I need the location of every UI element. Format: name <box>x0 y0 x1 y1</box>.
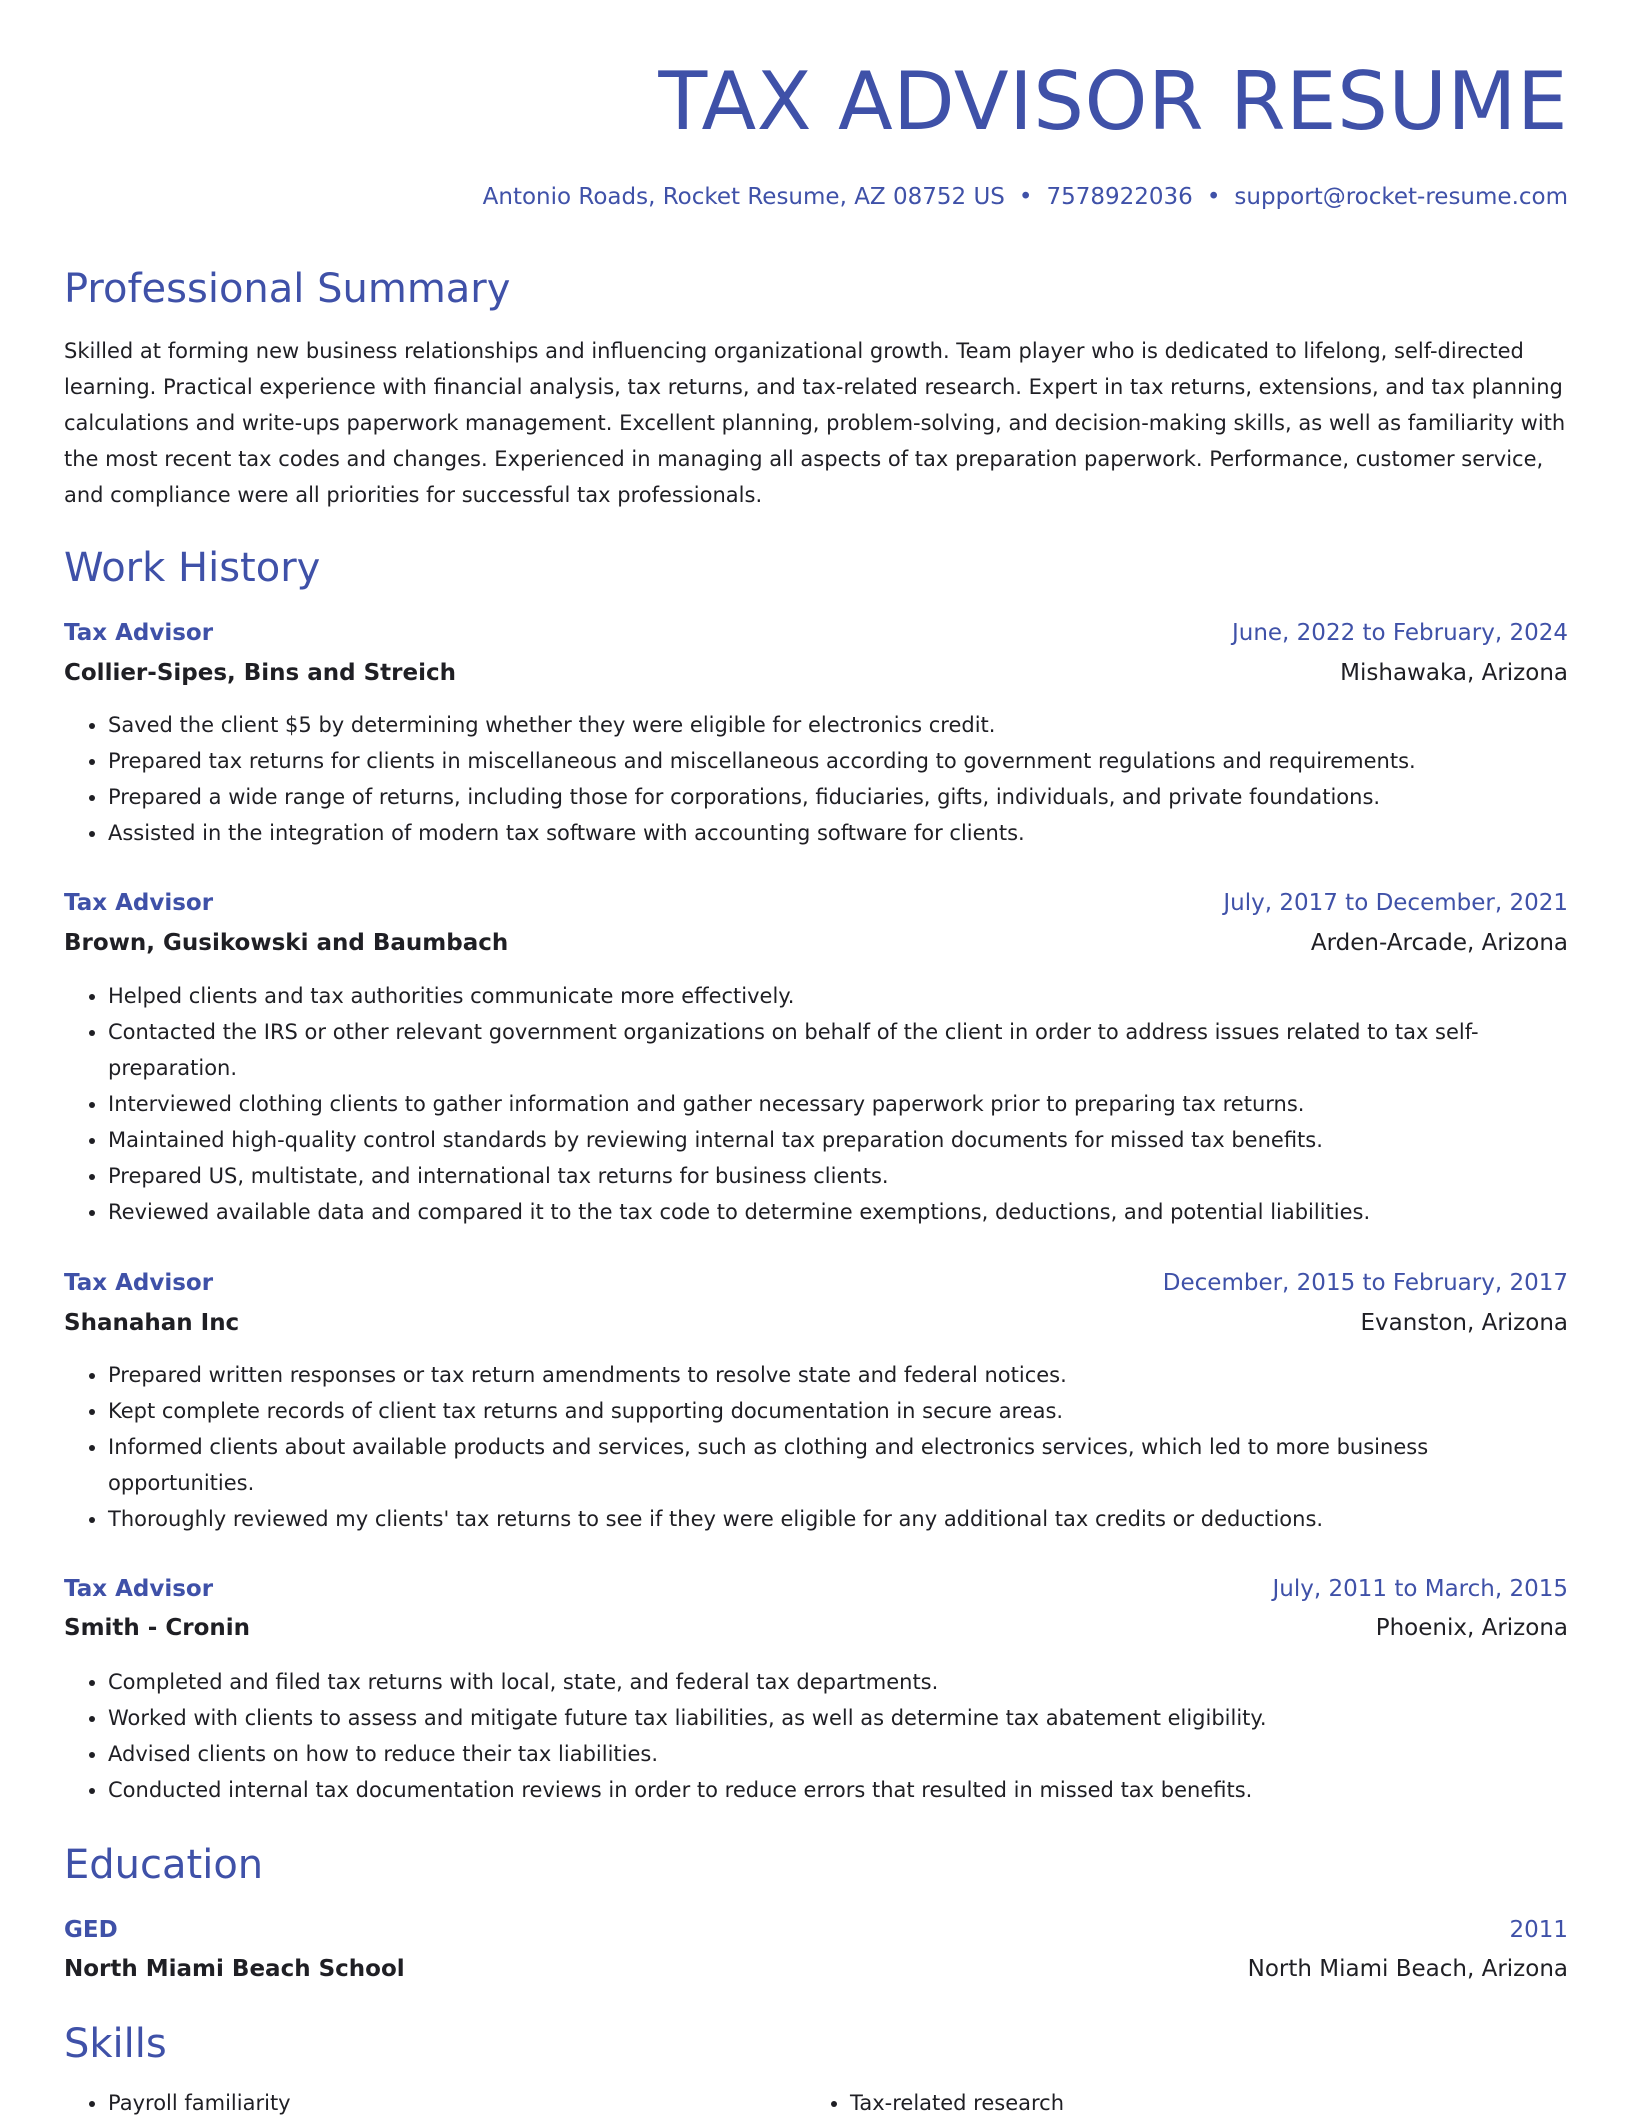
degree: GED <box>64 1917 118 1943</box>
job-location: Phoenix, Arizona <box>1375 1615 1568 1641</box>
job-dates: July, 2017 to December, 2021 <box>1223 890 1568 916</box>
list-item: • Informed clients about available products and services, such as clothing and electronics services, which led to more business opportunities. <box>108 1429 1568 1501</box>
list-item: • Prepared tax returns for clients in miscellaneous and miscellaneous according to government regulations and requirements. <box>108 743 1568 779</box>
job-bullets <box>64 978 1568 1230</box>
skill-item: • Tax-related research <box>850 2085 1550 2121</box>
list-item: • Conducted internal tax documentation reviews in order to reduce errors that resulted in missed tax benefits. <box>108 1772 1568 1808</box>
summary-text: Skilled at forming new business relationships and influencing organizational growth. Team player who is dedicated to lifelong, self-directed learning. Practical experience with financial analysis, tax returns, and tax-related research. Expert in tax returns, extensions, and tax planning calculations and write-ups paperwork management. Excellent planning, problem-solving, and decision-making skills, as well as familiarity with the most recent tax codes and changes. Experienced in managing all aspects of tax preparation paperwork. Performance, customer service, and compliance were all priorities for successful tax professionals. <box>64 339 1566 507</box>
job-company-row <box>64 1306 1568 1340</box>
list-item: • Prepared US, multistate, and international tax returns for business clients. <box>108 1158 1568 1194</box>
job-bullets <box>64 1357 1568 1537</box>
list-item: • Advised clients on how to reduce their tax liabilities. <box>108 1736 1568 1772</box>
job-dates: July, 2011 to March, 2015 <box>1272 1576 1568 1602</box>
list-item: • Contacted the IRS or other relevant government organizations on behalf of the client in order to address issues related to tax self-preparation. <box>108 1014 1568 1086</box>
list-item: • Helped clients and tax authorities communicate more effectively. <box>108 978 1568 1014</box>
list-item: • Thoroughly reviewed my clients' tax returns to see if they were eligible for any additional tax credits or deductions. <box>108 1501 1568 1537</box>
job-bullets <box>64 1664 1568 1808</box>
job-location: Evanston, Arizona <box>1360 1310 1568 1336</box>
job-location: Mishawaka, Arizona <box>1340 660 1568 686</box>
list-item: • Kept complete records of client tax returns and supporting documentation in secure areas. <box>108 1393 1568 1429</box>
job-company-row <box>64 926 1568 960</box>
list-item: • Worked with clients to assess and mitigate future tax liabilities, as well as determine tax abatement eligibility. <box>108 1700 1568 1736</box>
job-title: Tax Advisor <box>64 1576 214 1602</box>
job-title: Tax Advisor <box>64 890 214 916</box>
job-company: Collier-Sipes, Bins and Streich <box>64 660 457 686</box>
job-header <box>64 616 1568 650</box>
job-dates: December, 2015 to February, 2017 <box>1162 1270 1568 1296</box>
education-heading: Education <box>64 1842 264 1888</box>
job-header <box>64 886 1568 920</box>
education-header <box>64 1913 1568 1947</box>
job-title: Tax Advisor <box>64 1270 214 1296</box>
email-link[interactable]: support@rocket-resume.com <box>1234 184 1568 210</box>
job-dates: June, 2022 to February, 2024 <box>1231 620 1568 646</box>
resume-title: TAX ADVISOR RESUME <box>658 55 1568 148</box>
skills-list-right <box>806 2085 1550 2121</box>
school-name: North Miami Beach School <box>64 1956 405 1982</box>
list-item: • Assisted in the integration of modern tax software with accounting software for clients. <box>108 815 1568 851</box>
job-location: Arden-Arcade, Arizona <box>1310 930 1568 956</box>
job-company: Smith - Cronin <box>64 1615 250 1641</box>
list-item: • Interviewed clothing clients to gather information and gather necessary paperwork prior to preparing tax returns. <box>108 1086 1568 1122</box>
list-item: • Prepared written responses or tax return amendments to resolve state and federal notices. <box>108 1357 1568 1393</box>
phone[interactable]: 7578922036 <box>1046 184 1193 210</box>
contact-line <box>483 180 1568 214</box>
summary-heading: Professional Summary <box>64 266 511 312</box>
list-item: • Completed and filed tax returns with local, state, and federal tax departments. <box>108 1664 1568 1700</box>
job-bullets <box>64 707 1568 851</box>
list-item: • Prepared a wide range of returns, including those for corporations, fiduciaries, gifts, individuals, and private foundations. <box>108 779 1568 815</box>
skills-list-left <box>64 2085 808 2121</box>
job-header <box>64 1266 1568 1300</box>
school-location: North Miami Beach, Arizona <box>1247 1956 1568 1982</box>
skills-heading: Skills <box>64 2021 167 2067</box>
job-company-row <box>64 1611 1568 1645</box>
job-title: Tax Advisor <box>64 620 214 646</box>
separator: • <box>1206 184 1221 210</box>
work-history-heading: Work History <box>64 545 321 591</box>
job-company: Brown, Gusikowski and Baumbach <box>64 930 509 956</box>
separator: • <box>1018 184 1033 210</box>
job-company: Shanahan Inc <box>64 1310 240 1336</box>
graduation-year: 2011 <box>1509 1917 1568 1943</box>
list-item: • Saved the client $5 by determining whether they were eligible for electronics credit. <box>108 707 1568 743</box>
skill-item: • Payroll familiarity <box>108 2085 808 2121</box>
job-company-row <box>64 656 1568 690</box>
job-header <box>64 1572 1568 1606</box>
address: Antonio Roads, Rocket Resume, AZ 08752 US <box>482 184 1005 210</box>
list-item: • Reviewed available data and compared it to the tax code to determine exemptions, deductions, and potential liabilities. <box>108 1194 1568 1230</box>
list-item: • Maintained high-quality control standards by reviewing internal tax preparation documents for missed tax benefits. <box>108 1122 1568 1158</box>
education-school-row <box>64 1952 1568 1986</box>
